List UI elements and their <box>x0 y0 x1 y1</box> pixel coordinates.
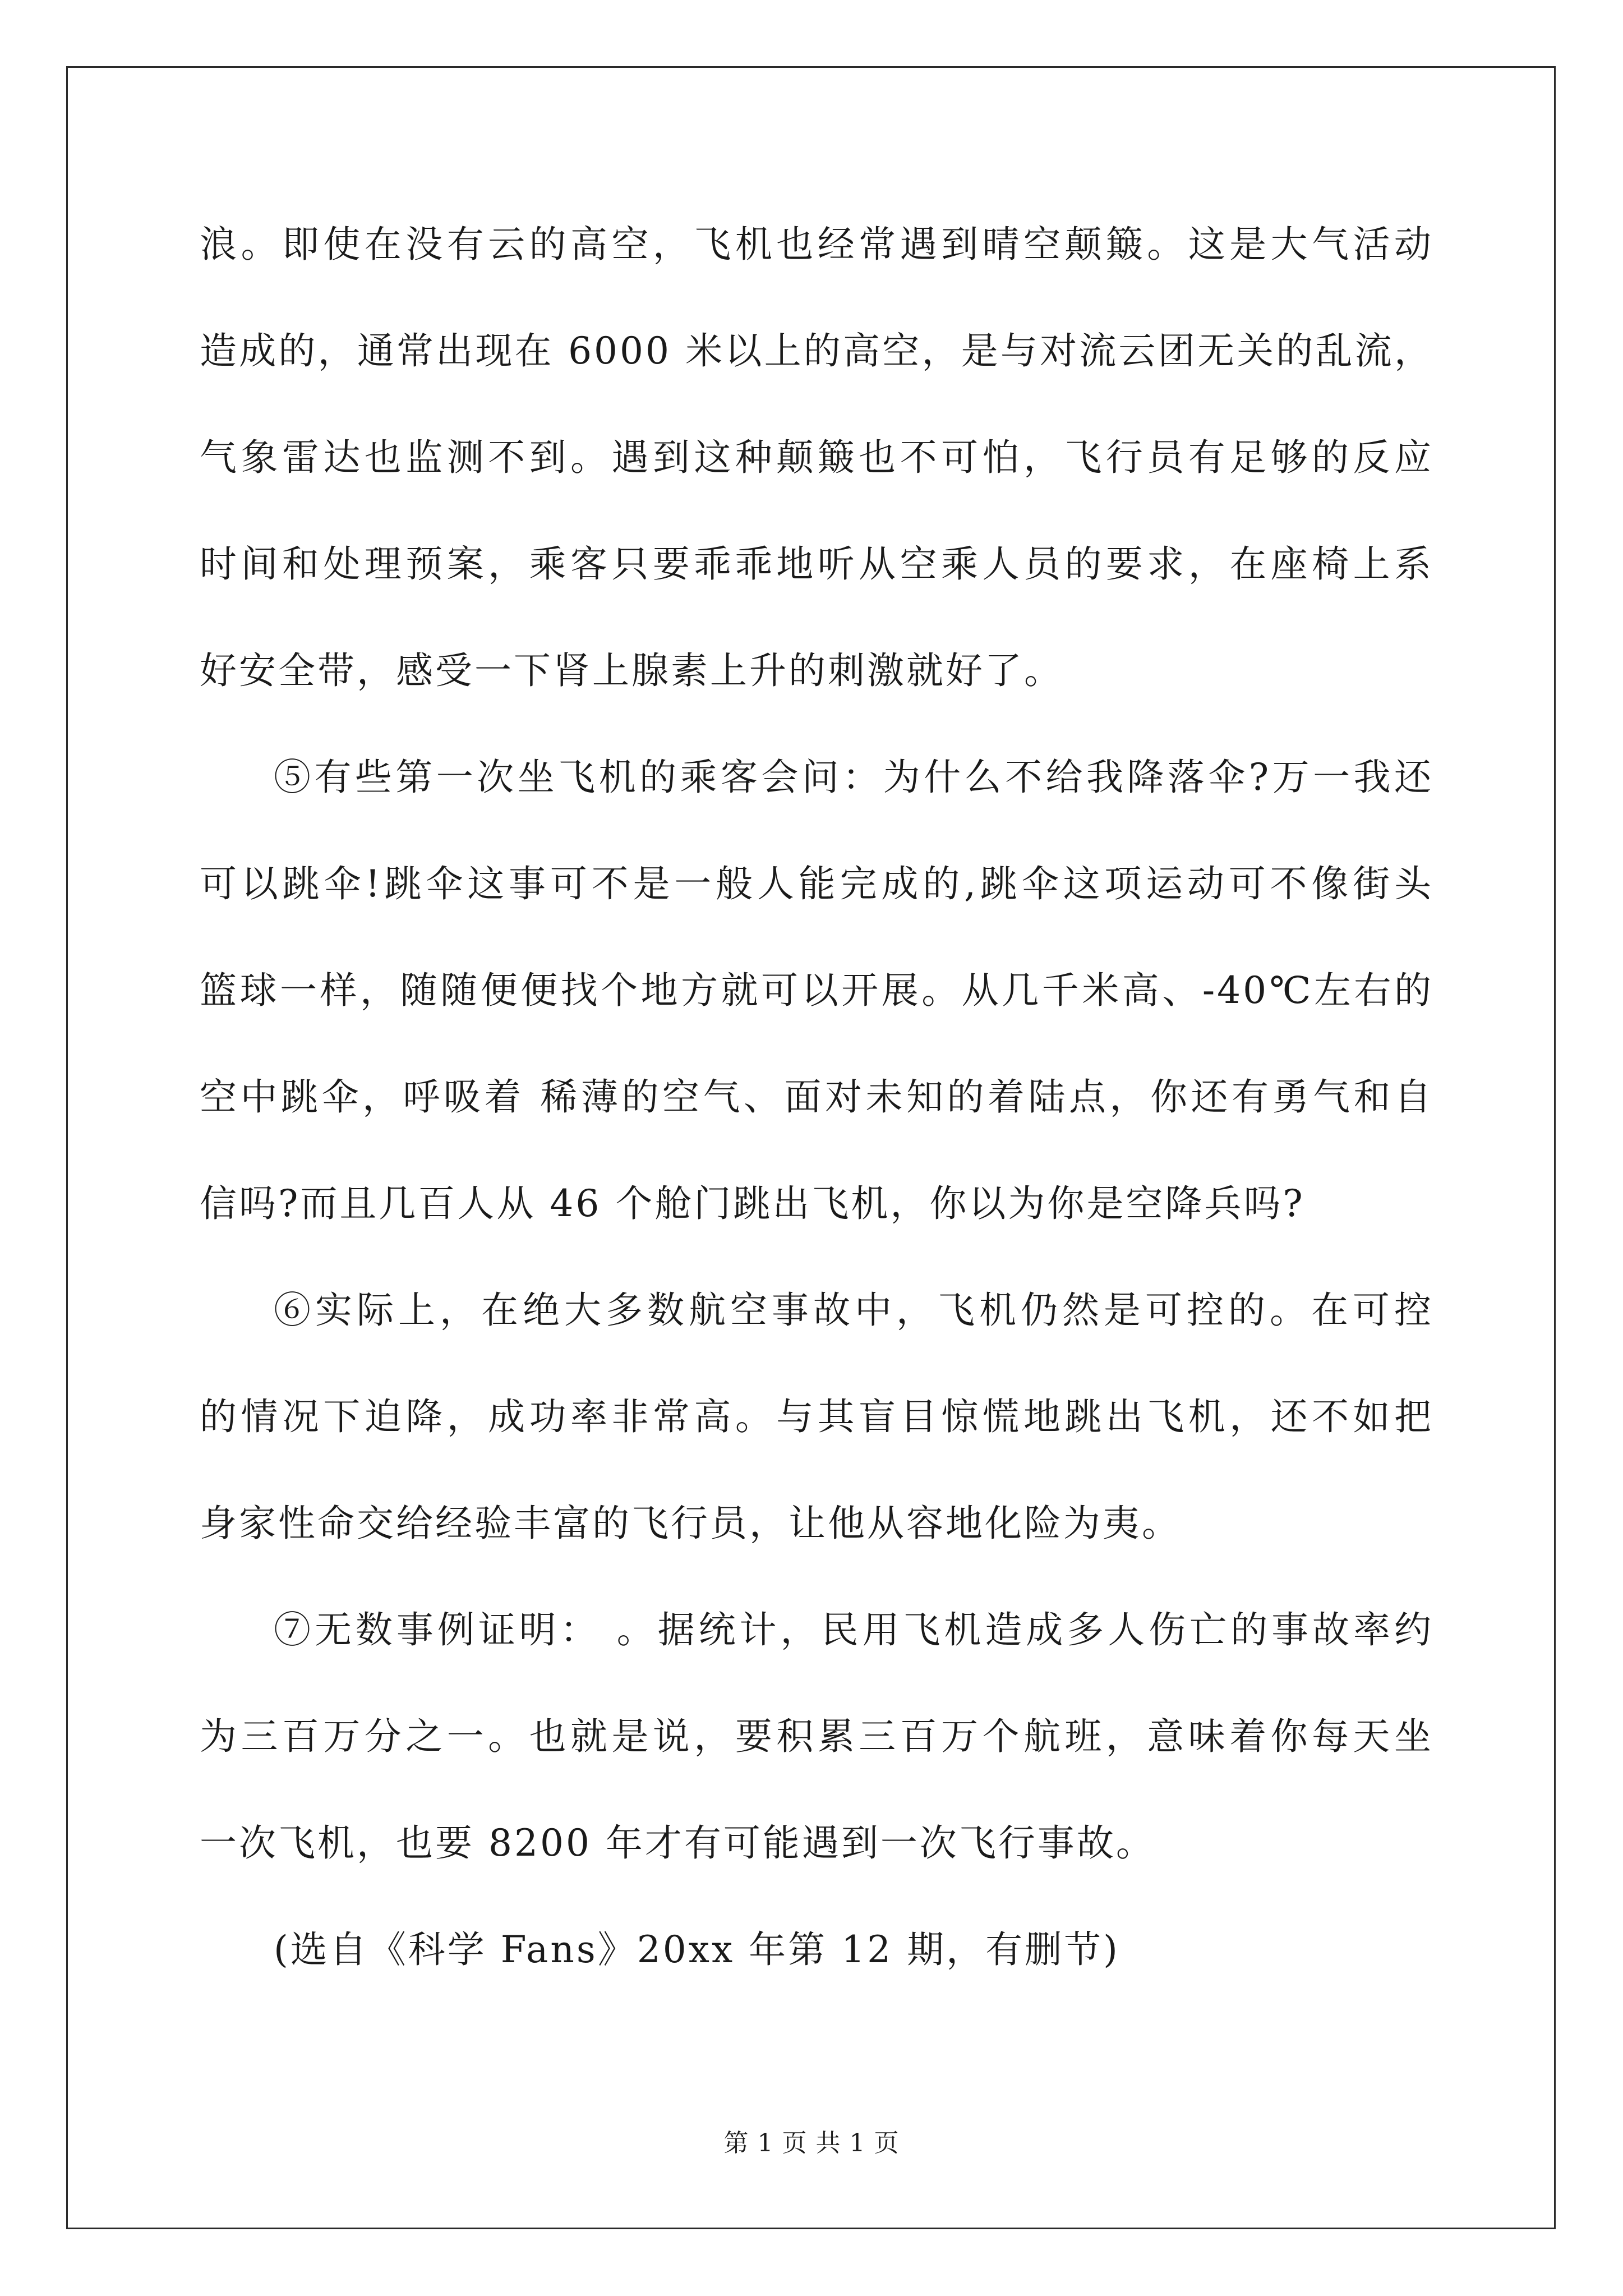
text-line: 为三百万分之一。也就是说，要积累三百万个航班，意味着你每天坐 <box>200 1715 1433 1758</box>
text-line: 时间和处理预案，乘客只要乖乖地听从空乘人员的要求，在座椅上系 <box>200 542 1433 586</box>
text-line: 空中跳伞，呼吸着 稀薄的空气、面对未知的着陆点，你还有勇气和自 <box>200 1075 1433 1119</box>
text-line: 篮球一样，随随便便找个地方就可以开展。从几千米高、-40℃左右的 <box>200 969 1433 1012</box>
text-line: 身家性命交给经验丰富的飞行员，让他从容地化险为夷。 <box>200 1502 1181 1545</box>
page-border <box>66 66 1556 2229</box>
text-line: 的情况下迫降，成功率非常高。与其盲目惊慌地跳出飞机，还不如把 <box>200 1395 1433 1438</box>
text-line: 浪。即使在没有云的高空，飞机也经常遇到晴空颠簸。这是大气活动 <box>200 223 1433 266</box>
text-line: 造成的，通常出现在 6000 米以上的高空，是与对流云团无关的乱流， <box>200 329 1433 372</box>
text-line: 好安全带，感受一下肾上腺素上升的刺激就好了。 <box>200 649 1063 692</box>
text-line: 一次飞机，也要 8200 年才有可能遇到一次飞行事故。 <box>200 1821 1155 1865</box>
text-line: 气象雷达也监测不到。遇到这种颠簸也不可怕，飞行员有足够的反应 <box>200 436 1433 479</box>
paragraph-6-start: ⑥实际上，在绝大多数航空事故中，飞机仍然是可控的。在可控 <box>274 1289 1433 1332</box>
text-line: 可以跳伞!跳伞这事可不是一般人能完成的,跳伞这项运动可不像街头 <box>200 862 1433 905</box>
paragraph-5-start: ⑤有些第一次坐飞机的乘客会问：为什么不给我降落伞?万一我还 <box>274 756 1433 799</box>
source-citation: (选自《科学 Fans》20xx 年第 12 期，有删节) <box>274 1928 1120 1971</box>
page-number: 第 1 页 共 1 页 <box>723 2129 900 2157</box>
text-line: 信吗?而且几百人从 46 个舱门跳出飞机，你以为你是空降兵吗? <box>200 1182 1305 1225</box>
paragraph-7-start: ⑦无数事例证明： 。据统计，民用飞机造成多人伤亡的事故率约 <box>274 1608 1433 1651</box>
